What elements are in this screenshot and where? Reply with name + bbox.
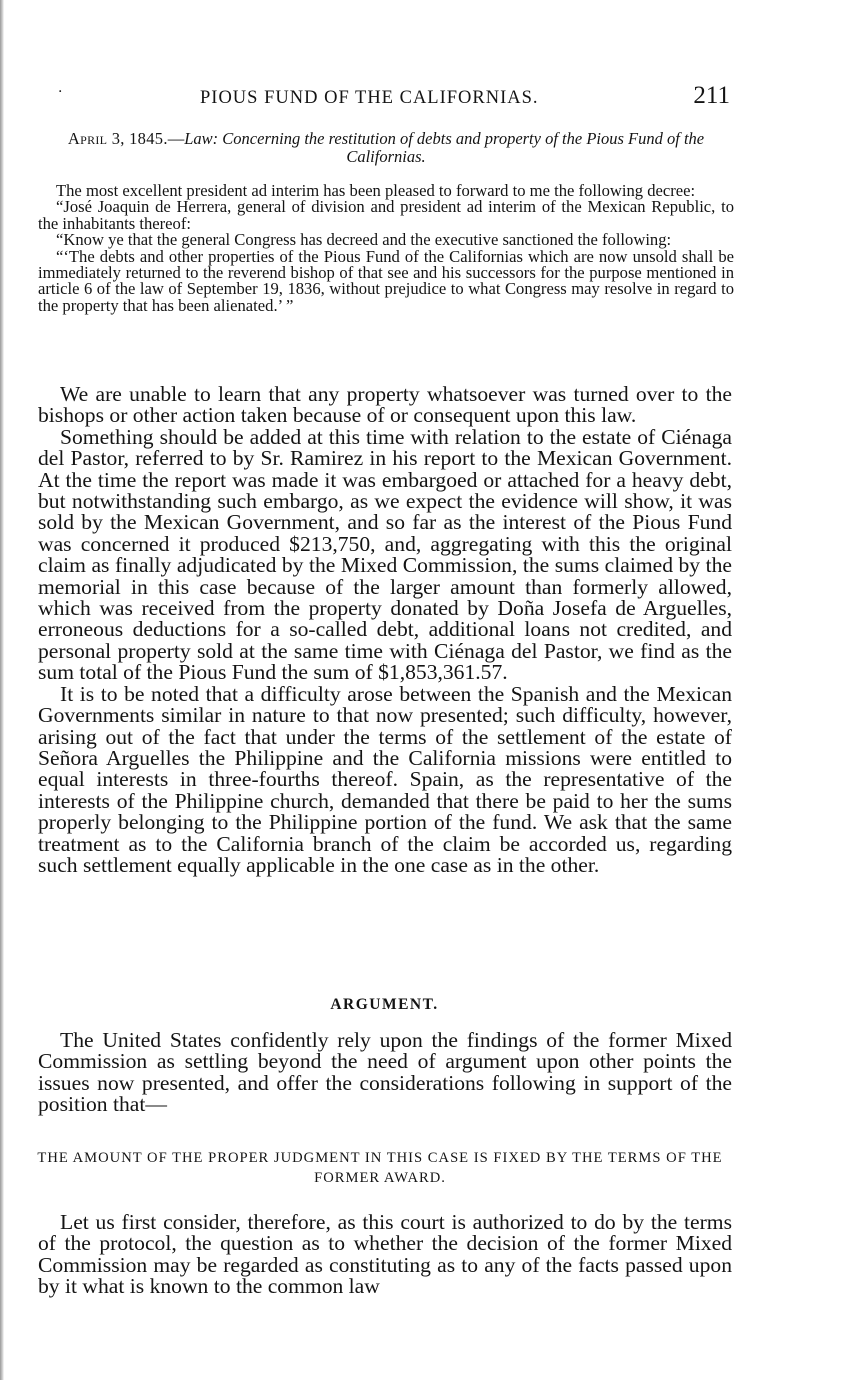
header-mark: · [58, 84, 63, 100]
page-edge [0, 0, 4, 1380]
body-text [38, 384, 732, 876]
caption-date: April 3, 1845. [67, 129, 168, 148]
quote-paragraph: “‘The debts and other properties of the Pious Fund of the Californias which are now unsold shall be immediately returned to the reverend bishop of that see and his successors for the purpose mentioned in article 6 of the law of September 19, 1836, without prejudice to what Congress may resolve in regard to the property that has been alienated.’ ” [38, 246, 734, 315]
body-paragraph: Something should be added at this time with relation to the estate of Ciénaga del Pastor, referred to by Sr. Ramirez in his report to the Mexican Government. At the time the report was made it was embargoed or attached for a heavy debt, but notwithstanding such embargo, as we expect the evidence will show, it was sold by the Mexican Government, and so far as the interest of the Pious Fund was concerned it produced $213,750, and, aggregating with this the original claim as finally adjudicated by the Mixed Commission, the sums claimed by the memorial in this case because of the larger amount than formerly allowed, which was received from the property donated by Doña Josefa de Arguelles, erroneous deductions for a so-called debt, additional loans not credited, and personal property sold at the same time with Ciénaga del Pastor, we find as the sum total of the Pious Fund the sum of $1,853,361.57. [38, 424, 732, 685]
argument-intro [38, 1030, 732, 1116]
body-paragraph: The United States confidently rely upon the findings of the former Mixed Commission as settling beyond the need of argument upon other points the issues now presented, and offer the considerations following in support of the position that— [38, 1028, 732, 1117]
body-paragraph: Let us first consider, therefore, as this court is authorized to do by the terms of the protocol, the question as to whether the decision of the former Mixed Commission may be regarded as constituting as to any of the facts passed upon by it what is known to the common law [38, 1210, 732, 1299]
caption-dash: — [167, 129, 185, 148]
final-text [38, 1212, 732, 1298]
argument-heading: ARGUMENT. [330, 996, 439, 1013]
running-title: PIOUS FUND OF THE CALIFORNIAS. [200, 88, 539, 108]
body-paragraph: It is to be noted that a difficulty arose between the Spanish and the Mexican Governments similar in nature to that now presented; such difficulty, however, arising out of the fact that under the terms of the settlement of the estate of Señora Arguelles the Philippine and the California missions were entitled to equal interests in three-fourths thereof. Spain, as the representative of the interests of the Philippine church, demanded that there be paid to her the sums properly belonging to the Philippine portion of the fund. We ask that the same treatment as to the California branch of the claim be accorded us, regarding such settlement equally applicable in the one case as in the other. [38, 681, 732, 877]
law-caption [38, 130, 734, 166]
caption-text: Law: Concerning the restitution of debts and property of the Pious Fund of the Californias. [184, 129, 705, 166]
decree-quote [38, 183, 734, 314]
page-number: 211 [693, 82, 730, 109]
quote-paragraph: The most excellent president ad interim has been pleased to forward to me the following decree: [56, 181, 696, 200]
section-subheading: THE AMOUNT OF THE PROPER JUDGMENT IN THIS CASE IS FIXED BY THE TERMS OF THE FORMER AWARD. [37, 1150, 723, 1186]
quote-paragraph: “Know ye that the general Congress has decreed and the executive sanctioned the following: [56, 230, 672, 250]
quote-paragraph: “José Joaquin de Herrera, general of division and president ad interim of the Mexican Republic, to the inhabitants thereof: [38, 197, 734, 233]
body-paragraph: We are unable to learn that any property whatsoever was turned over to the bishops or other action taken because of or consequent upon this law. [38, 382, 732, 428]
running-header [40, 82, 740, 116]
